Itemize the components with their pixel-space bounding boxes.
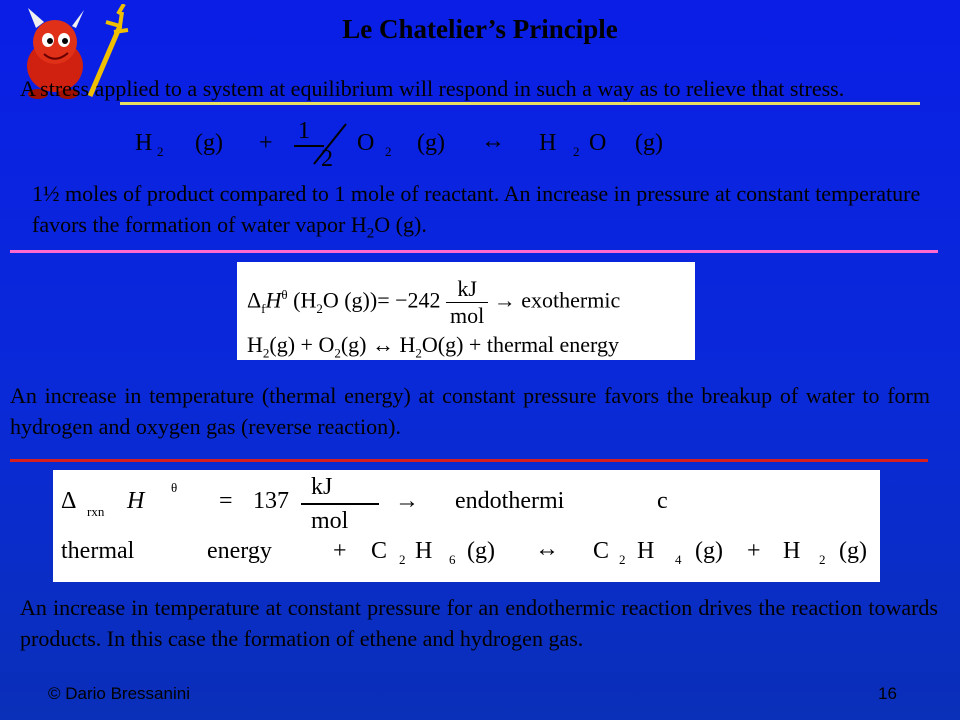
eq3-line2-arrow: ↔ [535, 536, 559, 562]
eq1-g2: (g) [417, 130, 445, 156]
eq2-l2-h: H [247, 332, 263, 357]
eq2-sub-2: 2 [316, 300, 323, 316]
pressure-paragraph [32, 178, 952, 249]
eq1-frac-num: 1 [298, 118, 310, 144]
eq1-h2o-sub: 2 [573, 144, 580, 159]
pressure-paragraph-end: O (g). [374, 212, 427, 237]
eq3-theta: θ [171, 480, 178, 495]
eq1-g3: (g) [635, 130, 663, 156]
eq1-g: (g) [195, 130, 223, 156]
eq2-sup-theta: θ [281, 287, 288, 303]
eq2-line1 [247, 276, 620, 329]
eq3-unit-num: kJ [311, 474, 333, 500]
eq3-line2 [53, 532, 880, 578]
eq3-val: 137 [253, 488, 289, 514]
endothermic-paragraph: An increase in temperature at constant pressure for an endothermic reaction drives the reaction towards products. In this case the formation of ethene and hydrogen gas. [20, 595, 938, 651]
reaction-enthalpy-box [53, 470, 880, 582]
pink-rule-1 [10, 250, 938, 253]
eq1-h-sub: 2 [157, 144, 164, 159]
eq3-fraction-bar [301, 503, 379, 505]
intro-paragraph: A stress applied to a system at equilibrium will respond in such a way as to relieve that stress. [20, 76, 845, 101]
eq2-unit-fraction [446, 276, 488, 329]
eq2-h2o-open: (H [293, 287, 317, 313]
eq2-exothermic: → exothermic [493, 287, 621, 313]
eq2-h2o-rest: O (g))= −242 [322, 287, 441, 313]
eq2-delta: Δ [247, 287, 262, 313]
eq3-energy: energy [207, 538, 272, 564]
eq3-g2: (g) [695, 538, 723, 564]
eq3-arrow: → [395, 488, 419, 514]
eq3-plus: + [333, 538, 347, 564]
eq1-h2o-h: H [539, 130, 557, 156]
eq1-frac-bar [290, 122, 350, 170]
eq2-l2-s1: 2 [262, 345, 270, 361]
eq2-l2-d: O(g) + thermal energy [421, 332, 619, 357]
equation-water-formation [135, 118, 675, 172]
eq3-h-c2h6: H [415, 538, 433, 564]
eq1-frac-den: 2 [321, 146, 333, 172]
eq3-h: H [127, 488, 145, 514]
temperature-paragraph: An increase in temperature (thermal energy) at constant pressure favors the breakup of water to form hydrogen and oxygen gas (reverse reaction). [10, 383, 930, 439]
eq3-s1: 2 [399, 552, 406, 567]
eq3-s3: 2 [619, 552, 626, 567]
footer-copyright: © Dario Bressanini [48, 684, 190, 703]
eq3-unit-den: mol [311, 508, 349, 534]
eq1-o: O [357, 130, 375, 156]
slide-title: Le Chatelier’s Principle [342, 14, 618, 44]
eq3-word1: endothermi [455, 488, 565, 514]
eq3-s5: 2 [819, 552, 826, 567]
eq2-sub-f: f [261, 300, 266, 316]
pressure-paragraph-sub: 2 [366, 225, 375, 242]
eq3-rxn: rxn [87, 504, 105, 519]
eq3-word2: c [657, 488, 668, 514]
eq3-thermal: thermal [61, 538, 135, 564]
eq1-o-sub: 2 [385, 144, 392, 159]
eq3-g3: (g) [839, 538, 867, 564]
eq3-h-h2: H [783, 538, 801, 564]
eq3-plus2: + [747, 538, 761, 564]
eq2-l2-b: (g) + O [269, 332, 335, 357]
eq3-line1 [53, 470, 880, 534]
eq1-h: H [135, 130, 153, 156]
eq3-g1: (g) [467, 538, 495, 564]
eq1-plus: + [259, 130, 273, 156]
eq2-l2-c: (g) ↔ H [340, 332, 416, 357]
eq2-l2-s3: 2 [415, 345, 422, 361]
red-rule [10, 459, 928, 462]
eq2-line2 [247, 332, 619, 361]
eq3-s4: 4 [675, 552, 682, 567]
eq3-h-c2h4: H [637, 538, 655, 564]
eq1-h2o-o: O [589, 130, 607, 156]
eq2-unit-den: mol [450, 303, 485, 328]
page-number: 16 [878, 684, 897, 703]
enthalpy-formation-box [237, 262, 695, 360]
pressure-paragraph-text: 1½ moles of product compared to 1 mole of reactant. An increase in pressure at constant temperature favors the formation of water vapor H [32, 181, 921, 237]
eq2-l2-s2: 2 [334, 345, 341, 361]
eq2-unit-num: kJ [446, 276, 488, 303]
eq1-arrow: ↔ [481, 128, 505, 154]
eq3-eq: = [219, 488, 233, 514]
eq2-h: H [265, 287, 282, 313]
eq3-c: C [371, 538, 388, 564]
eq3-c2: C [593, 538, 610, 564]
eq3-delta: Δ [61, 488, 77, 514]
eq3-s2: 6 [449, 552, 456, 567]
